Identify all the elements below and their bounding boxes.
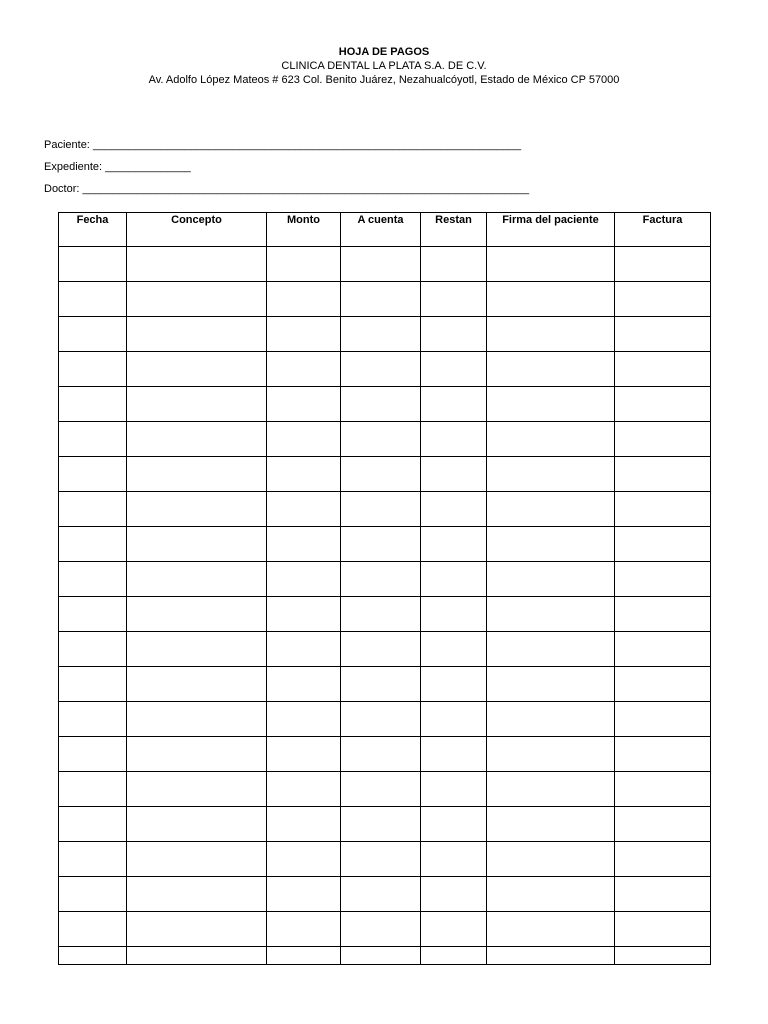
table-row xyxy=(59,387,711,422)
table-cell[interactable] xyxy=(341,457,421,492)
table-cell[interactable] xyxy=(615,422,711,457)
table-cell[interactable] xyxy=(127,527,267,562)
table-row xyxy=(59,842,711,877)
table-cell[interactable] xyxy=(341,317,421,352)
table-cell[interactable] xyxy=(341,667,421,702)
table-cell[interactable] xyxy=(127,807,267,842)
table-row xyxy=(59,247,711,282)
table-cell[interactable] xyxy=(421,772,487,807)
table-cell[interactable] xyxy=(127,457,267,492)
table-cell[interactable] xyxy=(59,352,127,387)
company-address: Av. Adolfo López Mateos # 623 Col. Benito Juárez, Nezahualcóyotl, Estado de México CP 57000 xyxy=(148,74,620,86)
table-cell[interactable] xyxy=(487,667,615,702)
table-body xyxy=(59,247,711,965)
table-cell[interactable] xyxy=(267,457,341,492)
table-row xyxy=(59,807,711,842)
table-row xyxy=(59,772,711,807)
table-cell[interactable] xyxy=(421,807,487,842)
table-cell[interactable] xyxy=(267,247,341,282)
table-cell[interactable] xyxy=(615,352,711,387)
table-cell[interactable] xyxy=(487,317,615,352)
table-cell[interactable] xyxy=(127,387,267,422)
table-cell[interactable] xyxy=(59,667,127,702)
table-cell[interactable] xyxy=(267,772,341,807)
expediente-field[interactable]: Expediente: ______________ xyxy=(44,161,191,173)
table-cell[interactable] xyxy=(127,352,267,387)
table-cell[interactable] xyxy=(487,597,615,632)
table-cell[interactable] xyxy=(487,422,615,457)
table-cell[interactable] xyxy=(267,527,341,562)
table-cell[interactable] xyxy=(127,737,267,772)
table-row xyxy=(59,352,711,387)
document-header xyxy=(0,45,768,87)
table-cell[interactable] xyxy=(487,457,615,492)
table-cell[interactable] xyxy=(615,912,711,947)
table-row xyxy=(59,457,711,492)
table-cell[interactable] xyxy=(341,877,421,912)
table-cell[interactable] xyxy=(615,317,711,352)
table-cell[interactable] xyxy=(421,352,487,387)
table-cell[interactable] xyxy=(59,772,127,807)
table-cell[interactable] xyxy=(127,562,267,597)
table-row xyxy=(59,737,711,772)
table-cell[interactable] xyxy=(421,947,487,965)
table-cell[interactable] xyxy=(127,492,267,527)
table-cell[interactable] xyxy=(341,247,421,282)
table-cell[interactable] xyxy=(487,352,615,387)
table-cell[interactable] xyxy=(341,947,421,965)
table-cell[interactable] xyxy=(487,807,615,842)
payments-table xyxy=(58,212,711,965)
table-cell[interactable] xyxy=(615,282,711,317)
table-cell[interactable] xyxy=(421,597,487,632)
table-cell[interactable] xyxy=(421,842,487,877)
table-cell[interactable] xyxy=(267,877,341,912)
column-header-concepto: Concepto xyxy=(127,213,267,247)
table-cell[interactable] xyxy=(487,877,615,912)
table-cell[interactable] xyxy=(341,807,421,842)
table-cell[interactable] xyxy=(487,772,615,807)
table-cell[interactable] xyxy=(615,597,711,632)
table-cell[interactable] xyxy=(59,807,127,842)
table-cell[interactable] xyxy=(341,352,421,387)
table-cell[interactable] xyxy=(421,282,487,317)
table-cell[interactable] xyxy=(487,912,615,947)
table-row xyxy=(59,702,711,737)
table-cell[interactable] xyxy=(421,492,487,527)
table-cell[interactable] xyxy=(341,282,421,317)
column-header-monto: Monto xyxy=(267,213,341,247)
table-row xyxy=(59,422,711,457)
table-cell[interactable] xyxy=(615,807,711,842)
table-cell[interactable] xyxy=(421,457,487,492)
table-cell[interactable] xyxy=(59,877,127,912)
table-cell[interactable] xyxy=(127,667,267,702)
table-cell[interactable] xyxy=(59,422,127,457)
company-name: CLINICA DENTAL LA PLATA S.A. DE C.V. xyxy=(281,60,487,72)
table-cell[interactable] xyxy=(267,317,341,352)
table-cell[interactable] xyxy=(615,247,711,282)
table-cell[interactable] xyxy=(487,842,615,877)
table-row xyxy=(59,282,711,317)
table-row xyxy=(59,947,711,965)
table-cell[interactable] xyxy=(615,492,711,527)
table-cell[interactable] xyxy=(421,912,487,947)
column-header-fecha: Fecha xyxy=(59,213,127,247)
table-cell[interactable] xyxy=(267,387,341,422)
table-cell[interactable] xyxy=(127,702,267,737)
table-cell[interactable] xyxy=(127,597,267,632)
table-cell[interactable] xyxy=(421,632,487,667)
table-row xyxy=(59,632,711,667)
table-cell[interactable] xyxy=(421,702,487,737)
table-cell[interactable] xyxy=(487,492,615,527)
table-cell[interactable] xyxy=(127,317,267,352)
table-cell[interactable] xyxy=(341,702,421,737)
table-row xyxy=(59,492,711,527)
table-cell[interactable] xyxy=(267,667,341,702)
table-cell[interactable] xyxy=(341,597,421,632)
table-cell[interactable] xyxy=(341,527,421,562)
table-cell[interactable] xyxy=(487,387,615,422)
table-cell[interactable] xyxy=(127,772,267,807)
table-cell[interactable] xyxy=(127,282,267,317)
table-cell[interactable] xyxy=(421,562,487,597)
table-cell[interactable] xyxy=(615,702,711,737)
table-cell[interactable] xyxy=(59,247,127,282)
table-cell[interactable] xyxy=(487,527,615,562)
table-cell[interactable] xyxy=(127,842,267,877)
table-cell[interactable] xyxy=(59,562,127,597)
table-cell[interactable] xyxy=(421,247,487,282)
table-cell[interactable] xyxy=(487,702,615,737)
table-cell[interactable] xyxy=(59,282,127,317)
table-cell[interactable] xyxy=(267,632,341,667)
table-cell[interactable] xyxy=(615,632,711,667)
table-cell[interactable] xyxy=(127,247,267,282)
table-cell[interactable] xyxy=(487,947,615,965)
table-cell[interactable] xyxy=(127,632,267,667)
table-cell[interactable] xyxy=(421,877,487,912)
table-cell[interactable] xyxy=(127,947,267,965)
table-cell[interactable] xyxy=(421,387,487,422)
table-cell[interactable] xyxy=(267,912,341,947)
table-cell[interactable] xyxy=(341,842,421,877)
table-cell[interactable] xyxy=(615,947,711,965)
table-cell[interactable] xyxy=(267,282,341,317)
table-cell[interactable] xyxy=(615,527,711,562)
column-header-firma: Firma del paciente xyxy=(487,213,615,247)
table-cell[interactable] xyxy=(59,457,127,492)
table-cell[interactable] xyxy=(59,632,127,667)
table-cell[interactable] xyxy=(487,282,615,317)
table-cell[interactable] xyxy=(267,492,341,527)
table-cell[interactable] xyxy=(59,597,127,632)
table-cell[interactable] xyxy=(59,527,127,562)
column-header-a-cuenta: A cuenta xyxy=(341,213,421,247)
column-header-factura: Factura xyxy=(615,213,711,247)
table-cell[interactable] xyxy=(341,562,421,597)
table-cell[interactable] xyxy=(615,772,711,807)
table-cell[interactable] xyxy=(127,877,267,912)
table-cell[interactable] xyxy=(341,422,421,457)
table-cell[interactable] xyxy=(59,702,127,737)
table-cell[interactable] xyxy=(267,562,341,597)
table-cell[interactable] xyxy=(615,562,711,597)
table-cell[interactable] xyxy=(421,317,487,352)
table-cell[interactable] xyxy=(267,352,341,387)
table-cell[interactable] xyxy=(267,597,341,632)
table-cell[interactable] xyxy=(59,492,127,527)
table-cell[interactable] xyxy=(487,247,615,282)
table-cell[interactable] xyxy=(59,947,127,965)
table-cell[interactable] xyxy=(341,772,421,807)
table-cell[interactable] xyxy=(615,842,711,877)
table-cell[interactable] xyxy=(59,387,127,422)
table-row xyxy=(59,527,711,562)
column-header-restan: Restan xyxy=(421,213,487,247)
document-title: HOJA DE PAGOS xyxy=(338,46,430,58)
table-cell[interactable] xyxy=(341,387,421,422)
table-header-row xyxy=(59,213,711,247)
table-cell[interactable] xyxy=(421,422,487,457)
table-row xyxy=(59,597,711,632)
table-cell[interactable] xyxy=(487,632,615,667)
table-cell[interactable] xyxy=(59,842,127,877)
table-cell[interactable] xyxy=(267,422,341,457)
table-row xyxy=(59,317,711,352)
table-cell[interactable] xyxy=(341,912,421,947)
table-cell[interactable] xyxy=(341,737,421,772)
table-row xyxy=(59,562,711,597)
table-cell[interactable] xyxy=(59,912,127,947)
paciente-field[interactable]: Paciente: ______________________________________________________________________ xyxy=(44,139,522,151)
table-cell[interactable] xyxy=(421,737,487,772)
table-cell[interactable] xyxy=(421,667,487,702)
table-row xyxy=(59,912,711,947)
table-cell[interactable] xyxy=(267,842,341,877)
table-cell[interactable] xyxy=(267,702,341,737)
table-cell[interactable] xyxy=(615,877,711,912)
table-row xyxy=(59,877,711,912)
table-cell[interactable] xyxy=(487,737,615,772)
table-cell[interactable] xyxy=(267,947,341,965)
table-cell[interactable] xyxy=(615,667,711,702)
doctor-field[interactable]: Doctor: _________________________________________________________________________ xyxy=(44,183,530,195)
table-cell[interactable] xyxy=(127,422,267,457)
table-cell[interactable] xyxy=(615,457,711,492)
table-cell[interactable] xyxy=(615,387,711,422)
table-cell[interactable] xyxy=(487,562,615,597)
table-cell[interactable] xyxy=(59,737,127,772)
table-cell[interactable] xyxy=(421,527,487,562)
table-cell[interactable] xyxy=(341,492,421,527)
table-cell[interactable] xyxy=(267,737,341,772)
table-cell[interactable] xyxy=(615,737,711,772)
table-cell[interactable] xyxy=(267,807,341,842)
table-row xyxy=(59,667,711,702)
table-cell[interactable] xyxy=(127,912,267,947)
table-cell[interactable] xyxy=(59,317,127,352)
patient-fields xyxy=(44,138,529,204)
table-cell[interactable] xyxy=(341,632,421,667)
